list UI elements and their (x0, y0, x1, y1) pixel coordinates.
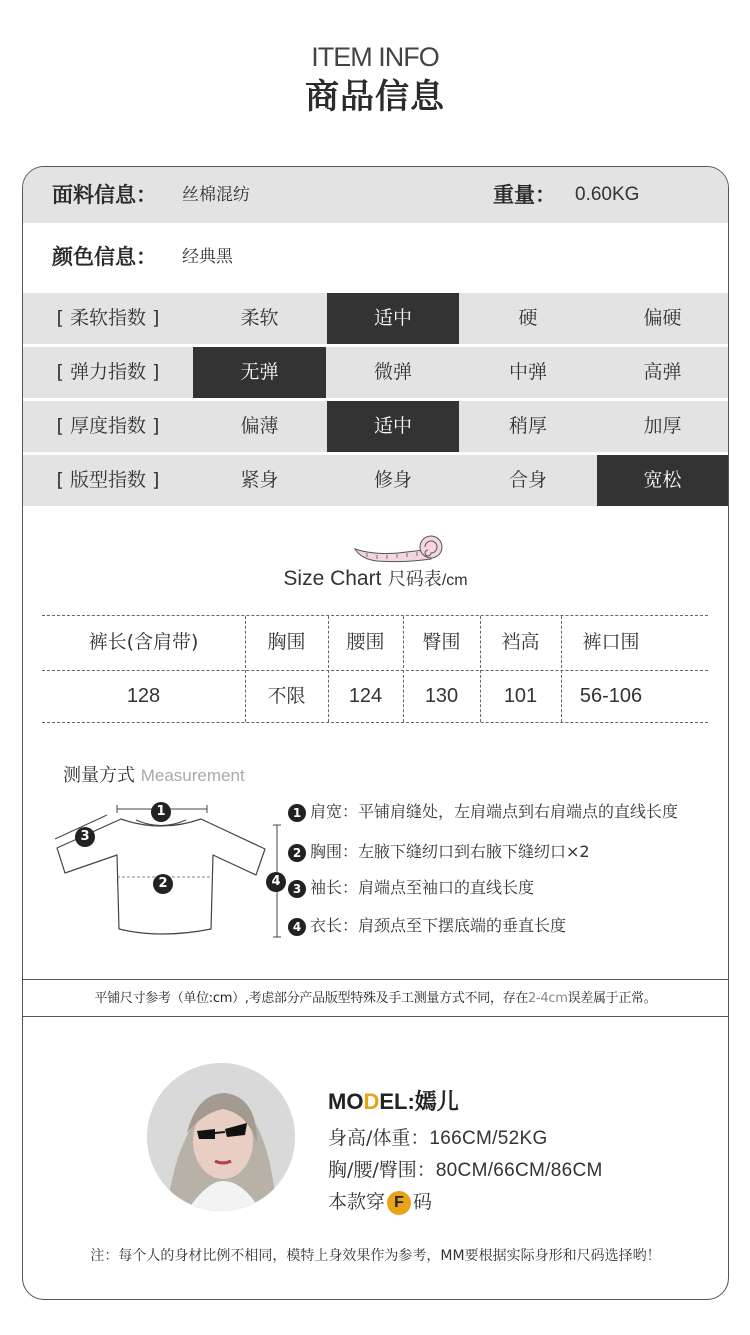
index-label: [ 厚度指数 ] (56, 415, 160, 437)
size-badge: F (387, 1191, 411, 1215)
index-label: [ 弹力指数 ] (56, 361, 160, 383)
table-cell: 124 (348, 685, 383, 707)
size-chart-title-en: Size Chart (283, 567, 382, 590)
measurement-title (63, 761, 245, 787)
model-avatar (147, 1063, 295, 1211)
diagram-number-1: 1 (151, 800, 175, 822)
table-cell: 56-106 (579, 685, 643, 707)
index-option: 偏薄 (240, 415, 279, 437)
table-header: 裆高 (501, 631, 540, 653)
table-header: 裤口围 (582, 631, 640, 653)
index-option: 偏硬 (643, 307, 682, 329)
index-option-selected: 宽松 (597, 455, 728, 506)
fit-index-row (23, 455, 728, 506)
index-option: 微弹 (373, 361, 412, 383)
measure-text: 胸围：左腋下缝纫口到右腋下缝纫口×2 (310, 842, 590, 861)
index-option-selected: 适中 (327, 293, 459, 344)
measurement-title-en: Measurement (140, 766, 245, 785)
index-option: 柔软 (240, 307, 279, 329)
index-option: 高弹 (643, 361, 682, 383)
softness-index-row (23, 293, 728, 344)
table-cell: 101 (503, 685, 538, 707)
measure-text: 袖长：肩端点至袖口的直线长度 (310, 878, 535, 897)
measure-num: 3 (288, 880, 306, 898)
model-measurements: 胸/腰/臀围：80CM/66CM/86CM (328, 1159, 603, 1181)
table-cell: 128 (126, 685, 161, 707)
color-label: 颜色信息： (52, 245, 157, 269)
index-option: 中弹 (508, 361, 547, 383)
index-option-selected: 适中 (327, 401, 459, 452)
index-label: [ 版型指数 ] (56, 469, 160, 491)
size-chart-title (23, 565, 728, 591)
index-label: [ 柔软指数 ] (56, 307, 160, 329)
measurement-title-cn: 测量方式 (63, 765, 135, 786)
table-header: 腰围 (346, 631, 385, 653)
page-header (0, 40, 750, 120)
table-header: 胸围 (267, 631, 306, 653)
size-table (42, 615, 708, 723)
table-header: 臀围 (422, 631, 461, 653)
index-option: 修身 (373, 469, 412, 491)
index-option: 合身 (508, 469, 547, 491)
thickness-index-row (23, 401, 728, 452)
measure-item-shoulder (288, 801, 678, 823)
table-cell: 130 (424, 685, 459, 707)
model-height-weight: 身高/体重：166CM/52KG (328, 1127, 548, 1149)
weight-value: 0.60KG (575, 184, 640, 205)
diagram-number-3: 3 (75, 825, 99, 847)
model-note: 注：每个人的身材比例不相同，模特上身效果作为参考，MM要根据实际身形和尺码选择哟！ (90, 1248, 661, 1264)
index-option: 稍厚 (508, 415, 547, 437)
diagram-number-4: 4 (266, 870, 290, 892)
measure-item-chest (288, 841, 590, 863)
measure-item-sleeve (288, 877, 534, 899)
measure-text: 肩宽：平铺肩缝处，左肩端点到右肩端点的直线长度 (310, 802, 679, 821)
color-row (23, 229, 728, 285)
section-divider (23, 979, 728, 980)
measure-text: 衣长：肩颈点至下摆底端的垂直长度 (310, 916, 567, 935)
fabric-label: 面料信息： (52, 183, 157, 207)
elasticity-index-row (23, 347, 728, 398)
model-photo-icon (147, 1063, 295, 1211)
tape-measure-icon (353, 535, 447, 565)
index-option: 加厚 (643, 415, 682, 437)
weight-label: 重量： (493, 183, 556, 207)
index-option: 紧身 (240, 469, 279, 491)
item-info-card (22, 166, 729, 1300)
size-chart-unit: /cm (441, 572, 468, 589)
fabric-row (23, 167, 728, 223)
section-divider (23, 1016, 728, 1017)
fabric-value: 丝棉混纺 (182, 185, 250, 205)
table-header: 裤长(含肩带) (88, 631, 199, 653)
measure-item-length (288, 915, 566, 937)
measure-num: 1 (288, 804, 306, 822)
index-option: 硬 (518, 307, 538, 329)
header-title-en: ITEM INFO (311, 42, 439, 72)
model-name: MODEL:嫣儿 (328, 1089, 459, 1115)
measure-num: 2 (288, 844, 306, 862)
index-option-selected: 无弹 (193, 347, 326, 398)
size-chart-title-cn: 尺码表 (387, 569, 442, 590)
measure-num: 4 (288, 918, 306, 936)
tile-size-note: 平铺尺寸参考（单位:cm）,考虑部分产品版型特殊及手工测量方式不同，存在2-4cm误差属于正常。 (94, 991, 657, 1006)
table-cell: 不限 (267, 685, 306, 707)
model-wear-size: 本款穿 F 码 (328, 1191, 433, 1213)
header-title-cn: 商品信息 (305, 77, 445, 117)
diagram-number-2: 2 (153, 872, 177, 894)
color-value: 经典黑 (182, 247, 233, 267)
